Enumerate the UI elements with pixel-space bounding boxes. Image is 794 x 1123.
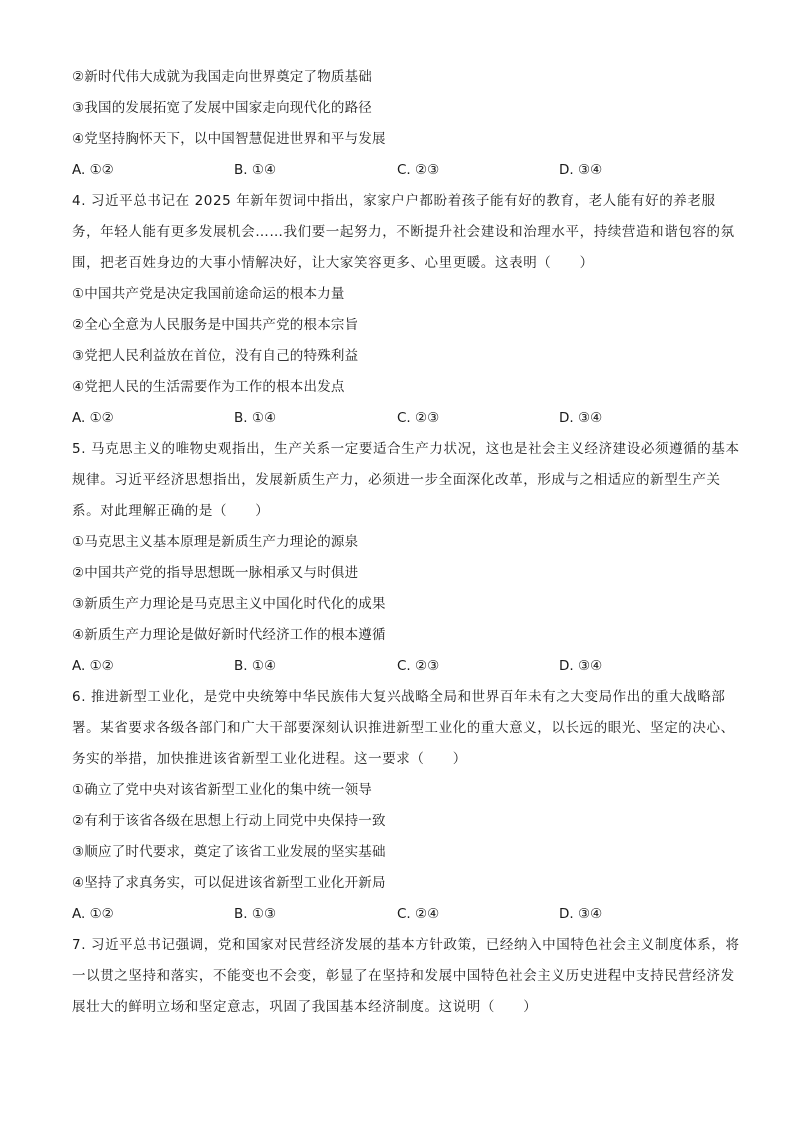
statement-option: ②中国共产党的指导思想既一脉相承又与时俱进 [72,565,359,581]
choice-b: B. ①③ [234,906,277,922]
choice-a: A. ①② [72,906,114,922]
choice-b: B. ①④ [234,162,277,178]
choice-c: C. ②③ [397,658,440,674]
choice-d: D. ③④ [559,906,603,922]
choice-c: C. ②③ [397,410,440,426]
choice-d: D. ③④ [559,162,603,178]
statement-option: ②有利于该省各级在思想上行动上同党中央保持一致 [72,813,386,829]
question-stem: 6. 推进新型工业化，是党中央统筹中华民族伟大复兴战略全局和世界百年未有之大变局作出的重大战略部署。某省要求各级各部门和广大干部要深刻认识推进新型工业化的重大意义，以长远的眼光、坚定的决心、务实的举措，加快推进该省新型工业化进程。这一要求（ ） [72,689,735,767]
statement-option: ②全心全意为人民服务是中国共产党的根本宗旨 [72,317,359,333]
statement-option: ③我国的发展拓宽了发展中国家走向现代化的路径 [72,100,373,116]
statement-option: ②新时代伟大成就为我国走向世界奠定了物质基础 [72,69,373,85]
question-stem: 4. 习近平总书记在 2025 年新年贺词中指出，家家户户都盼着孩子能有好的教育，老人能有好的养老服务，年轻人能有更多发展机会……我们要一起努力，不断提升社会建设和治理水平，持续营造和谐包容的氛围，把老百姓身边的大事小情解决好，让大家笑容更多、心里更暖。这表明（ ） [72,193,735,271]
exam-content [72,62,740,1023]
statement-option: ①马克思主义基本原理是新质生产力理论的源泉 [72,534,359,550]
question-stem: 7. 习近平总书记强调，党和国家对民营经济发展的基本方针政策，已经纳入中国特色社会主义制度体系，将一以贯之坚持和落实，不能变也不会变，彰显了在坚持和发展中国特色社会主义历史进程中支持民营经济发展壮大的鲜明立场和坚定意志，巩固了我国基本经济制度。这说明（ ） [72,937,740,1015]
statement-option: ①确立了党中央对该省新型工业化的集中统一领导 [72,782,373,798]
answer-choices-row [72,651,740,682]
statement-option: ④新质生产力理论是做好新时代经济工作的根本遵循 [72,627,386,643]
choice-a: A. ①② [72,410,114,426]
answer-choices-row [72,899,740,930]
choice-d: D. ③④ [559,658,603,674]
statement-option: ③顺应了时代要求，奠定了该省工业发展的坚实基础 [72,844,386,860]
statement-option: ④党坚持胸怀天下，以中国智慧促进世界和平与发展 [72,131,386,147]
choice-b: B. ①④ [234,658,277,674]
statement-option: ①中国共产党是决定我国前途命运的根本力量 [72,286,345,302]
choice-b: B. ①④ [234,410,277,426]
statement-option: ④党把人民的生活需要作为工作的根本出发点 [72,379,345,395]
answer-choices-row [72,155,740,186]
choice-a: A. ①② [72,162,114,178]
choice-a: A. ①② [72,658,114,674]
statement-option: ③党把人民利益放在首位，没有自己的特殊利益 [72,348,359,364]
choice-c: C. ②④ [397,906,440,922]
question-stem: 5. 马克思主义的唯物史观指出，生产关系一定要适合生产力状况，这也是社会主义经济建设必须遵循的基本规律。习近平经济思想指出，发展新质生产力，必须进一步全面深化改革，形成与之相适应的新型生产关系。对此理解正确的是（ ） [72,441,740,519]
statement-option: ④坚持了求真务实，可以促进该省新型工业化开新局 [72,875,386,891]
answer-choices-row [72,403,740,434]
choice-d: D. ③④ [559,410,603,426]
statement-option: ③新质生产力理论是马克思主义中国化时代化的成果 [72,596,386,612]
choice-c: C. ②③ [397,162,440,178]
